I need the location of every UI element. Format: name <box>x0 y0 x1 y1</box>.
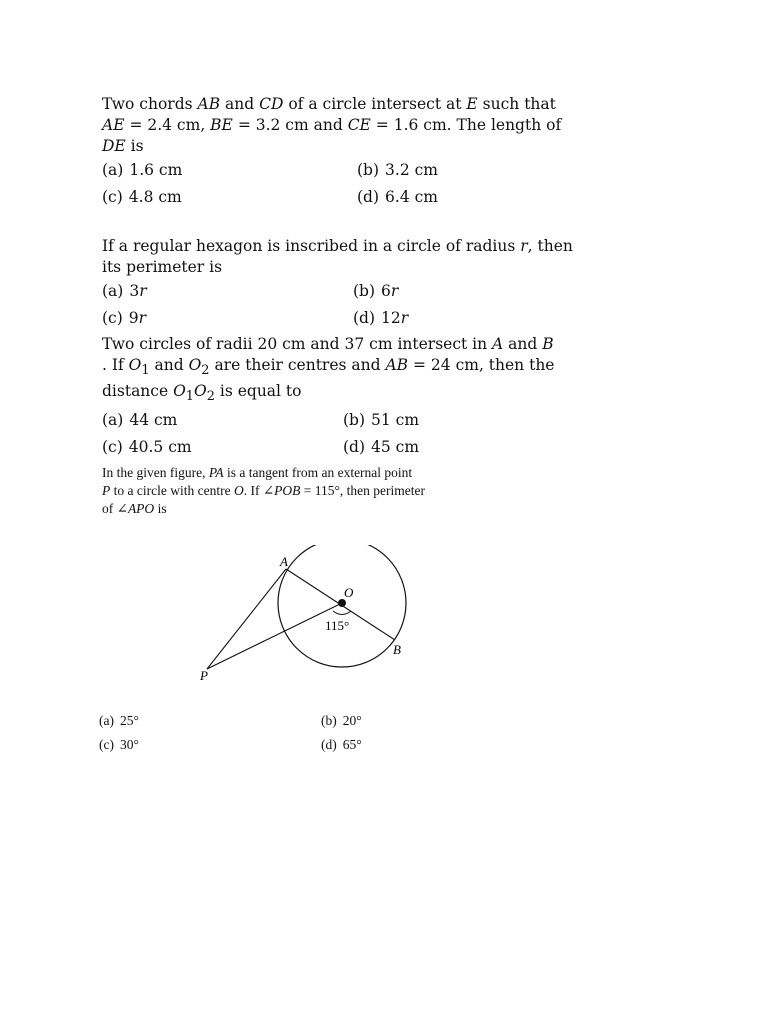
label-o: O <box>344 585 354 600</box>
option-b[interactable] <box>353 281 553 302</box>
question-1-options <box>102 160 582 208</box>
var: CE <box>347 116 371 134</box>
option-text: 51 cm <box>371 411 420 430</box>
option-text: 4.8 cm <box>128 188 182 206</box>
option-text: 40.5 cm <box>128 438 192 457</box>
centre-dot <box>338 599 346 607</box>
var: CD <box>259 95 284 113</box>
option-text: 45 cm <box>371 438 420 457</box>
var: O <box>194 382 207 401</box>
text: is <box>154 501 167 516</box>
option-label: (d) <box>343 438 366 457</box>
option-a[interactable] <box>102 410 343 431</box>
option-label: (d) <box>357 188 380 206</box>
option-c[interactable] <box>102 187 357 208</box>
option-label: (d) <box>321 737 337 752</box>
label-b: B <box>393 642 401 657</box>
option-label: (b) <box>357 161 380 179</box>
question-1 <box>102 94 582 208</box>
option-number: 12 <box>381 309 401 327</box>
option-var: r <box>138 309 147 327</box>
option-text: 6.4 cm <box>385 188 438 206</box>
option-d[interactable] <box>357 187 557 208</box>
option-label: (c) <box>102 438 123 457</box>
angle-arc <box>333 611 351 615</box>
text: is <box>125 137 144 155</box>
label-a: A <box>280 554 288 569</box>
var: AB <box>385 356 409 374</box>
option-var: r <box>390 282 399 300</box>
text: , then <box>527 237 573 255</box>
option-label: (a) <box>102 282 124 300</box>
option-text: 3.2 cm <box>385 161 438 179</box>
text: = 2.4 cm, <box>124 116 211 134</box>
option-label: (b) <box>343 411 366 430</box>
question-1-stem <box>102 94 582 157</box>
option-label: (b) <box>353 282 376 300</box>
option-label: (a) <box>102 411 124 430</box>
var: O <box>188 356 202 374</box>
question-4 <box>102 464 542 518</box>
text: = 24 cm, then the <box>408 356 555 374</box>
option-text: 65° <box>342 737 362 752</box>
subscript: 1 <box>185 389 195 405</box>
text: Two chords <box>102 95 198 113</box>
question-3-stem <box>102 334 582 407</box>
option-b[interactable] <box>357 160 557 181</box>
tangent-line-pa <box>207 569 286 669</box>
option-d[interactable] <box>353 308 553 329</box>
var: AB <box>197 95 221 113</box>
question-2 <box>102 236 582 329</box>
option-label: (b) <box>321 713 337 728</box>
label-p: P <box>200 668 208 683</box>
var: AE <box>102 116 125 134</box>
option-label: (a) <box>99 713 114 728</box>
question-4-options <box>99 712 539 754</box>
text: of a circle intersect at <box>283 95 467 113</box>
subscript: 2 <box>206 389 215 405</box>
var: O <box>233 483 244 498</box>
text: is equal to <box>214 382 302 401</box>
text: are their centres and <box>209 356 386 374</box>
option-b[interactable] <box>343 410 543 431</box>
question-3-options <box>102 410 582 458</box>
option-number: 9 <box>128 309 139 327</box>
question-2-stem <box>102 236 582 278</box>
option-text: 20° <box>342 713 362 728</box>
text: its perimeter is <box>102 258 223 276</box>
text: distance <box>102 382 174 401</box>
text: and <box>503 335 543 353</box>
text: Two circles of radii 20 cm and 37 cm intersect in <box>102 335 493 353</box>
option-var: r <box>139 282 147 300</box>
subscript: 2 <box>201 363 210 379</box>
var: DE <box>102 137 126 155</box>
option-label: (c) <box>102 188 123 206</box>
var: O <box>128 356 142 374</box>
tangent-circle-figure <box>190 545 420 690</box>
text: to a circle with centre <box>110 483 234 498</box>
text: = 3.2 cm and <box>232 116 348 134</box>
var: APO <box>127 501 155 516</box>
option-b[interactable] <box>321 712 521 730</box>
text: and <box>149 356 189 374</box>
text: and <box>220 95 260 113</box>
text: = 1.6 cm. The length of <box>370 116 562 134</box>
option-d[interactable] <box>343 437 543 458</box>
var: P <box>102 483 111 498</box>
option-a[interactable] <box>102 160 357 181</box>
option-c[interactable] <box>102 437 343 458</box>
option-a[interactable] <box>102 281 353 302</box>
option-number: 3 <box>129 282 140 300</box>
text: . If <box>102 356 129 374</box>
text: is a tangent from an external point <box>223 465 413 480</box>
text: In the given figure, <box>102 465 209 480</box>
var: PA <box>208 465 224 480</box>
option-text: 1.6 cm <box>129 161 183 179</box>
question-2-options <box>102 281 582 329</box>
option-text: 44 cm <box>129 411 178 430</box>
var: E <box>466 95 478 113</box>
option-a[interactable] <box>99 712 321 730</box>
option-c[interactable] <box>102 308 353 329</box>
option-label: (c) <box>102 309 123 327</box>
option-label: (a) <box>102 161 124 179</box>
option-d[interactable] <box>321 736 521 754</box>
text: = 115°, then perimeter <box>300 483 425 498</box>
option-label: (d) <box>353 309 376 327</box>
var: B <box>542 335 554 353</box>
subscript: 1 <box>141 363 150 379</box>
angle-label: 115° <box>325 618 350 633</box>
var: O <box>173 382 186 401</box>
option-text: 25° <box>119 713 139 728</box>
line-po <box>207 603 342 669</box>
var: BE <box>210 116 233 134</box>
option-number: 6 <box>381 282 391 300</box>
var: A <box>492 335 504 353</box>
text: of ∠ <box>102 501 128 516</box>
var: POB <box>274 483 301 498</box>
option-label: (c) <box>99 737 114 752</box>
option-text: 30° <box>119 737 139 752</box>
option-var: r <box>400 309 409 327</box>
var: r <box>520 237 528 255</box>
option-c[interactable] <box>99 736 321 754</box>
text: such that <box>477 95 556 113</box>
text: . If ∠ <box>243 483 275 498</box>
question-4-stem <box>102 464 542 518</box>
question-3 <box>102 334 582 458</box>
text: If a regular hexagon is inscribed in a circle of radius <box>102 237 521 255</box>
